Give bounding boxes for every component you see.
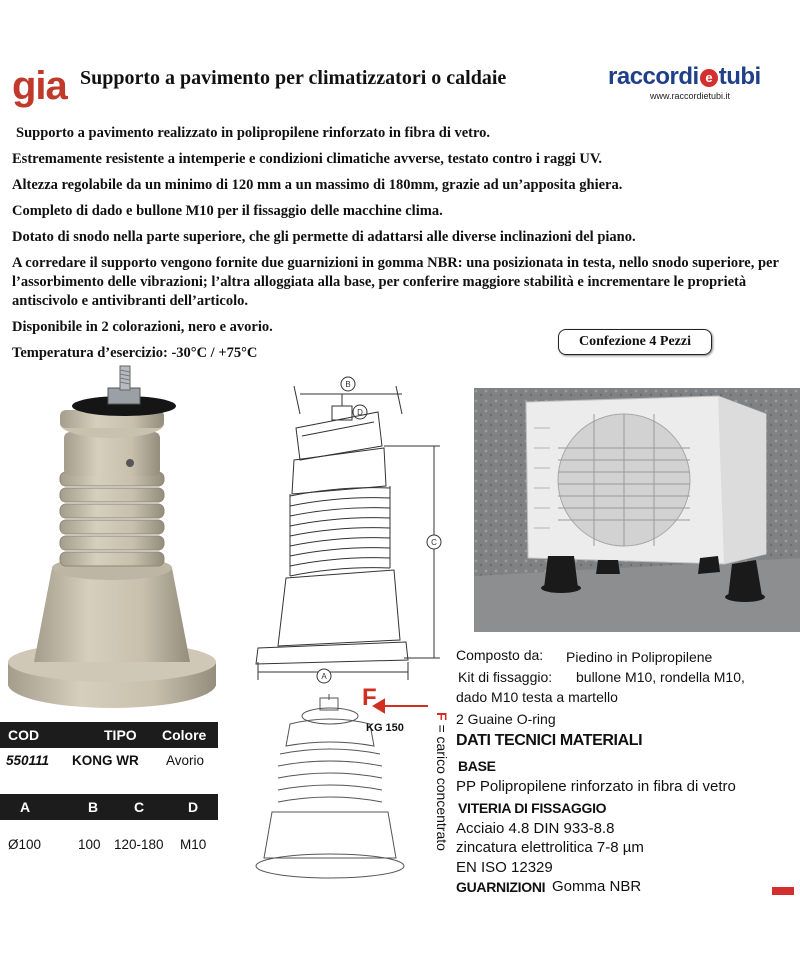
desc-line: Completo di dado e bullone M10 per il fissaggio delle macchine clima. [12,203,443,219]
guarnizioni-label: GUARNIZIONI [456,879,546,895]
cell-c: 120-180 [114,837,164,852]
label-d: D [357,408,363,417]
viteria-value-3: EN ISO 12329 [456,859,553,876]
installation-photo [474,388,800,632]
cell-cod: 550111 [6,753,50,768]
raccordi-e-tubi-logo [608,64,788,90]
watermark-stamp [772,887,794,895]
cell-d: M10 [180,837,207,852]
label-c: C [431,538,437,547]
viteria-label: VITERIA DI FISSAGGIO [458,800,607,816]
comp-item-3: dado M10 testa a martello [456,689,618,705]
viteria-value-2: zincatura elettrolitica 7-8 µm [456,839,644,856]
desc-line: Supporto a pavimento realizzato in polipropilene rinforzato in fibra di vetro. [16,125,491,141]
col-d: D [188,799,199,815]
desc-line: Estremamente resistente a intemperie e condizioni climatiche avverse, testato contro i raggi UV. [12,151,603,167]
col-tipo: TIPO [104,727,137,743]
label-b: B [345,380,351,389]
col-cod: COD [8,727,40,743]
cell-a: Ø100 [8,837,42,852]
col-a: A [20,799,31,815]
force-letter: F [362,684,377,711]
dims-table-row [0,834,218,856]
logo-word-right: tubi [718,63,761,90]
load-drawing [250,694,440,880]
force-legend-letter: F [434,712,450,721]
product-photo [0,362,222,714]
desc-line: Altezza regolabile da un minimo di 120 mm a un massimo di 180mm, grazie ad un’apposita ghiera. [12,177,623,193]
label-a: A [321,672,327,681]
cell-b: 100 [78,837,101,852]
col-colore: Colore [162,727,207,743]
desc-line: Temperatura d’esercizio: -30°C / +75°C [12,345,258,361]
comp-item-4: 2 Guaine O-ring [456,711,556,727]
dims-table-header [0,794,218,820]
cell-colore: Avorio [166,753,205,768]
cell-tipo: KONG WR [72,753,139,768]
viteria-value-1: Acciaio 4.8 DIN 933-8.8 [456,820,615,837]
force-legend [432,712,452,902]
base-label: BASE [458,758,496,774]
comp-item-2: bullone M10, rondella M10, [576,669,745,685]
product-table-row [0,750,218,772]
comp-item-1: Piedino in Polipropilene [566,649,713,665]
guarnizioni-value: Gomma NBR [552,878,642,895]
comp-label-1: Composto da: [456,647,544,663]
logo-word-mid: e [700,69,718,87]
comp-label-2: Kit di fissaggio: [458,669,553,685]
base-value: PP Polipropilene rinforzato in fibra di vetro [456,778,736,795]
col-c: C [134,799,145,815]
logo-word-left: raccordi [608,63,699,90]
force-legend-text: = carico concentrato [434,720,450,851]
package-badge: Confezione 4 Pezzi [558,329,712,355]
partner-url: www.raccordietubi.it [650,91,731,101]
desc-line: Dotato di snodo nella parte superiore, che gli permette di adattarsi alle diverse inclinazioni del piano. [12,229,636,245]
technical-drawing [244,376,460,692]
desc-line: Disponibile in 2 colorazioni, nero e avorio. [12,319,273,335]
force-load: KG 150 [366,722,404,734]
desc-line: A corredare il supporto vengono fornite due guarnizioni in gomma NBR: una posizionata in testa, nello snodo superiore, per l’assorbimento delle vibrazioni; l’altra alloggiata alla base, per conferire maggiore stabilità e incrementare le proprietà antiscivolo e antivibranti dell’articolo. [12,255,779,309]
product-table-header [0,722,218,748]
materials-title: DATI TECNICI MATERIALI [456,732,643,749]
page-title: Supporto a pavimento per climatizzatori o caldaie [80,67,507,89]
col-b: B [88,799,99,815]
gia-logo: gia [12,64,67,108]
